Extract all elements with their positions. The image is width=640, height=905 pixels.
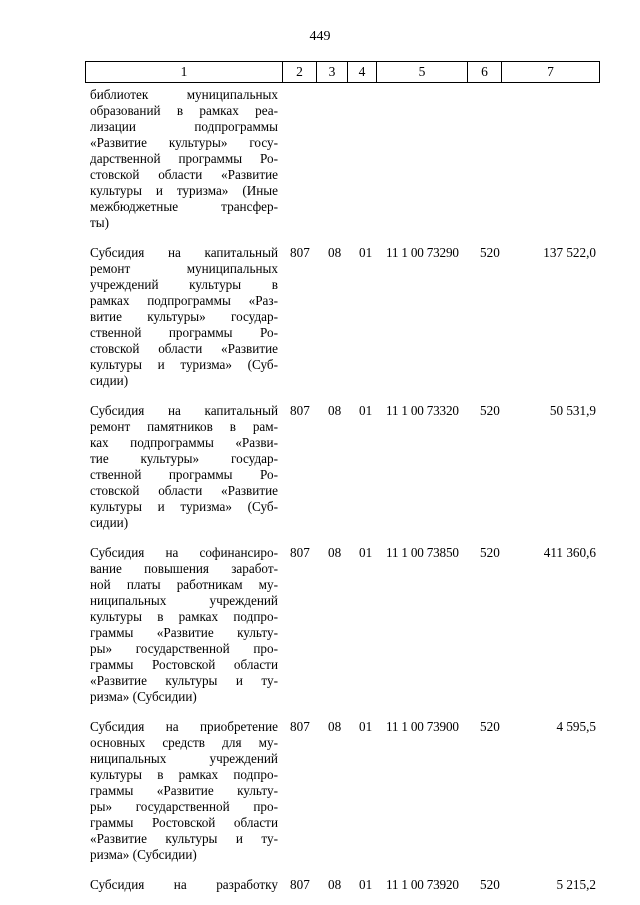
section-code: 08 (328, 245, 342, 260)
description-line: ной платы работникам му- (90, 577, 278, 592)
description-line: Субсидия на капитальный (90, 245, 278, 260)
description-line: учреждений культуры в (90, 277, 278, 292)
description-line: ремонт муниципальных (90, 261, 278, 276)
target-article-code: 11 1 00 73320 (386, 403, 459, 418)
description-line: культуры и туризма» (Иные (90, 183, 278, 198)
description-line: сидии) (90, 373, 129, 388)
description-line: Субсидия на приобретение (90, 719, 278, 734)
column-header-6: 6 (468, 62, 502, 83)
description-line: Субсидия на капитальный (90, 403, 278, 418)
description-line: дарственной программы Ро- (90, 151, 278, 166)
row-description (90, 245, 278, 389)
description-line: «Развитие культуры» госу- (90, 135, 278, 150)
expense-type-code: 520 (480, 245, 500, 260)
description-line: культуры в рамках подпро- (90, 609, 278, 624)
description-line: Субсидия на разработку (90, 877, 278, 892)
description-line: ремонт памятников в рам- (90, 419, 278, 434)
ministry-code: 807 (290, 545, 310, 560)
column-header-1: 1 (86, 62, 283, 83)
description-line: ры» государственной про- (90, 799, 278, 814)
table-row (0, 719, 640, 863)
description-line: ризма» (Субсидии) (90, 847, 197, 862)
column-header-2: 2 (283, 62, 317, 83)
description-line: культуры и туризма» (Суб- (90, 357, 278, 372)
ministry-code: 807 (290, 245, 310, 260)
description-line: ризма» (Субсидии) (90, 689, 197, 704)
column-header-row (86, 62, 600, 83)
amount-value: 411 360,6 (543, 545, 596, 560)
description-line: витие культуры» государ- (90, 309, 278, 324)
description-line: культуры и туризма» (Суб- (90, 499, 278, 514)
row-description (90, 719, 278, 863)
table-row (0, 545, 640, 705)
row-description (90, 877, 278, 893)
target-article-code: 11 1 00 73920 (386, 877, 459, 892)
target-article-code: 11 1 00 73290 (386, 245, 459, 260)
ministry-code: 807 (290, 403, 310, 418)
amount-value: 137 522,0 (543, 245, 596, 260)
description-line: ры» государственной про- (90, 641, 278, 656)
description-line: ниципальных учреждений (90, 751, 278, 766)
subsection-code: 01 (359, 403, 373, 418)
description-line: граммы Ростовской области (90, 815, 278, 830)
table-row (0, 403, 640, 531)
target-article-code: 11 1 00 73900 (386, 719, 459, 734)
table-row (0, 245, 640, 389)
description-line: «Развитие культуры и ту- (90, 673, 278, 688)
row-description (90, 545, 278, 705)
description-line: сидии) (90, 515, 129, 530)
column-header-4: 4 (348, 62, 377, 83)
target-article-code: 11 1 00 73850 (386, 545, 459, 560)
section-code: 08 (328, 719, 342, 734)
ministry-code: 807 (290, 719, 310, 734)
description-line: «Развитие культуры и ту- (90, 831, 278, 846)
description-line: межбюджетные трансфер- (90, 199, 278, 214)
description-line: стовской области «Развитие (90, 341, 278, 356)
subsection-code: 01 (359, 877, 373, 892)
expense-type-code: 520 (480, 877, 500, 892)
section-code: 08 (328, 403, 342, 418)
row-description (90, 403, 278, 531)
column-header-table (85, 61, 600, 83)
subsection-code: 01 (359, 245, 373, 260)
description-line: образований в рамках реа- (90, 103, 278, 118)
description-line: граммы «Развитие культу- (90, 783, 278, 798)
expense-type-code: 520 (480, 719, 500, 734)
description-line: лизации подпрограммы (90, 119, 278, 134)
column-header-7: 7 (502, 62, 600, 83)
table-row (0, 87, 640, 231)
amount-value: 4 595,5 (556, 719, 596, 734)
description-line: ты) (90, 215, 110, 230)
column-header-3: 3 (317, 62, 348, 83)
amount-value: 50 531,9 (549, 403, 596, 418)
description-line: ственной программы Ро- (90, 467, 278, 482)
expense-type-code: 520 (480, 403, 500, 418)
description-line: основных средств для му- (90, 735, 278, 750)
description-line: граммы Ростовской области (90, 657, 278, 672)
table-row (0, 877, 640, 893)
description-line: ках подпрограммы «Разви- (90, 435, 278, 450)
subsection-code: 01 (359, 545, 373, 560)
page-number: 449 (309, 29, 331, 44)
row-description (90, 87, 278, 231)
description-line: граммы «Развитие культу- (90, 625, 278, 640)
description-line: вание повышения заработ- (90, 561, 278, 576)
description-line: Субсидия на софинансиро- (90, 545, 278, 560)
expense-type-code: 520 (480, 545, 500, 560)
description-line: ниципальных учреждений (90, 593, 278, 608)
description-line: рамках подпрограммы «Раз- (90, 293, 278, 308)
description-line: культуры в рамках подпро- (90, 767, 278, 782)
description-line: тие культуры» государ- (90, 451, 278, 466)
description-line: ственной программы Ро- (90, 325, 278, 340)
section-code: 08 (328, 545, 342, 560)
section-code: 08 (328, 877, 342, 892)
column-header-5: 5 (377, 62, 468, 83)
amount-value: 5 215,2 (556, 877, 596, 892)
table-body (0, 87, 640, 893)
ministry-code: 807 (290, 877, 310, 892)
subsection-code: 01 (359, 719, 373, 734)
description-line: стовской области «Развитие (90, 483, 278, 498)
description-line: библиотек муниципальных (90, 87, 278, 102)
description-line: стовской области «Развитие (90, 167, 278, 182)
